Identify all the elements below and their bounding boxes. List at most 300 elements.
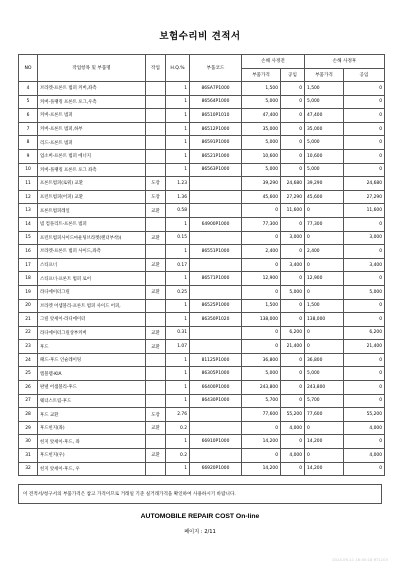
cell-code: 86SA7P1000 [190,82,242,96]
cell-code [190,340,242,354]
cell-no: 7 [19,122,38,136]
price-notice: 이 견적서/청구서의 부품가격은 참고 가격이므로 거래일 기준 실거래가격을 확인하여 사용하시기 바랍니다. [18,484,382,504]
cell-name: 업소버-프론트 범퍼 에너지 [38,149,146,163]
document-title: 보험수리비 견적서 [159,31,241,42]
cell-code: 86591P1000 [190,136,242,150]
cell-price-after: 36,800 [305,353,344,367]
cell-price-before: 2,400 [242,245,281,259]
cell-hq: 1 [166,367,190,381]
cell-no: 32 [19,462,38,476]
cell-code: 86512P1000 [190,122,242,136]
cell-name: 라디에이터그릴상부커버 [38,326,146,340]
table-row [19,421,385,435]
cell-labor-before: 27,290 [281,190,305,204]
cell-price-before: 5,700 [242,394,281,408]
table-row [19,353,385,367]
cell-labor-before: 0 [281,122,305,136]
cell-code: 86563P1000 [190,163,242,177]
table-row [19,204,385,218]
cell-labor-after: 3,400 [344,258,385,272]
cell-hq: 1 [166,122,190,136]
cell-price-after: 5,000 [305,95,344,109]
cell-work: 교환 [146,326,166,340]
cell-price-before: 77,300 [242,217,281,231]
cell-code [190,421,242,435]
cell-hq: 1.36 [166,190,190,204]
cell-work: 도장 [146,408,166,422]
cell-code [190,204,242,218]
cell-work [146,95,166,109]
cell-code: 86571P1000 [190,272,242,286]
cell-price-after: 243,800 [305,381,344,395]
table-row [19,462,385,476]
estimate-rows [19,82,385,476]
cell-labor-before: 0 [281,149,305,163]
cell-work [146,122,166,136]
cell-code: 66910P1000 [190,435,242,449]
page-number: 페이지 : 2/11 [184,529,216,535]
cell-labor-after: 0 [344,299,385,313]
cell-hq: 1 [166,462,190,476]
cell-work [146,82,166,96]
cell-labor-before: 21,400 [281,340,305,354]
cell-labor-after: 0 [344,313,385,327]
table-row [19,217,385,231]
cell-no: 9 [19,149,38,163]
table-row [19,109,385,123]
cell-price-after: 47,400 [305,109,344,123]
cell-work: 교환 [146,421,166,435]
cell-price-before: 10,600 [242,149,281,163]
cell-labor-before: 0 [281,353,305,367]
cell-hq: 1 [166,163,190,177]
cell-price-after: 5,000 [305,136,344,150]
cell-price-before: 36,800 [242,353,281,367]
cell-price-after: 77,600 [305,408,344,422]
cell-no: 11 [19,177,38,191]
cell-no: 17 [19,258,38,272]
cell-labor-before: 0 [281,217,305,231]
cell-name: 라디에이터그릴 [38,285,146,299]
table-row [19,122,385,136]
cell-name: 프론트범퍼(로워) 교환 [38,177,146,191]
cell-labor-before: 0 [281,313,305,327]
cell-work [146,462,166,476]
cell-labor-after: 0 [344,367,385,381]
cell-labor-before: 0 [281,381,305,395]
cell-labor-after: 0 [344,394,385,408]
cell-hq: 0.17 [166,258,190,272]
header-group-after: 손해 사정후 [305,55,385,69]
cell-price-before: 35,000 [242,122,281,136]
cell-code [190,258,242,272]
cell-labor-after: 0 [344,95,385,109]
cell-code [190,449,242,463]
cell-labor-after: 5,000 [344,285,385,299]
cell-code: 66400P1000 [190,381,242,395]
cell-labor-after: 0 [344,82,385,96]
cell-labor-before: 6,200 [281,326,305,340]
header-hq: H.Q.% [166,55,190,82]
cell-no: 19 [19,285,38,299]
header-row-1 [19,55,385,69]
cell-name: 후드힌지(좌) [38,421,146,435]
cell-labor-before: 0 [281,245,305,259]
header-work: 작업 [146,55,166,82]
cell-hq: 0.31 [166,326,190,340]
cell-price-after: 77,300 [305,217,344,231]
cell-code: 86510P1010 [190,109,242,123]
cell-price-before: 45,600 [242,190,281,204]
cell-code [190,326,242,340]
cell-no: 23 [19,340,38,354]
cell-name: 빔 컴플리트-프론트 범퍼 [38,217,146,231]
footer-title: AUTOMOBILE REPAIR COST On-line [140,513,260,520]
cell-price-after: 45,600 [305,190,344,204]
table-row [19,340,385,354]
cell-hq: 1 [166,381,190,395]
cell-labor-after: 0 [344,136,385,150]
cell-no: 20 [19,299,38,313]
cell-hq: 0.25 [166,285,190,299]
table-row [19,449,385,463]
cell-name: 커버-플랭킹 프론트 포그 좌측 [38,163,146,177]
cell-labor-after: 0 [344,272,385,286]
cell-price-after: 10,600 [305,149,344,163]
cell-code [190,177,242,191]
cell-hq: 1 [166,299,190,313]
cell-name: 스티프너-프론트 범퍼 로어 [38,272,146,286]
cell-name: 브라켓 어셈블리-프론트 범퍼 사이드 어퍼, [38,299,146,313]
cell-labor-after: 0 [344,217,385,231]
cell-hq: 1 [166,313,190,327]
table-row [19,367,385,381]
cell-labor-before: 0 [281,95,305,109]
cell-price-after: 0 [305,258,344,272]
cell-code [190,408,242,422]
header-labor-after: 공임 [344,68,385,82]
cell-work [146,272,166,286]
cell-price-before: 14,200 [242,435,281,449]
cell-work [146,299,166,313]
cell-hq: 0.58 [166,204,190,218]
cell-labor-after: 0 [344,462,385,476]
cell-price-before: 138,000 [242,313,281,327]
cell-hq: 1 [166,217,190,231]
cell-labor-before: 3,000 [281,231,305,245]
cell-price-before: 0 [242,285,281,299]
cell-price-after: 1,500 [305,299,344,313]
cell-code [190,285,242,299]
cell-no: 21 [19,313,38,327]
cell-name: 커버-플랭킹 프론트 포그,우측 [38,95,146,109]
cell-no: 16 [19,245,38,259]
cell-name: 패드-후드 인슐레이팅 [38,353,146,367]
cell-price-after: 12,900 [305,272,344,286]
cell-code: 86521P1000 [190,149,242,163]
table-row [19,285,385,299]
table-row [19,408,385,422]
cell-price-before: 0 [242,449,281,463]
cell-price-before: 47,400 [242,109,281,123]
cell-code: 86551P1000 [190,245,242,259]
header-labor-before: 공임 [281,68,305,82]
cell-labor-after: 55,200 [344,408,385,422]
cell-code: 86564P1000 [190,95,242,109]
cell-labor-before: 0 [281,367,305,381]
cell-hq: 1 [166,109,190,123]
cell-no: 13 [19,204,38,218]
header-name: 작업항목 및 부품명 [38,55,146,82]
cell-name: 판넬 어셈블리-후드 [38,381,146,395]
table-row [19,95,385,109]
cell-hq: 1 [166,272,190,286]
cell-work [146,394,166,408]
cell-price-after: 5,000 [305,367,344,381]
cell-work [146,217,166,231]
cell-name: 후드힌지(우) [38,449,146,463]
header-code: 부품코드 [190,55,242,82]
cell-no: 12 [19,190,38,204]
cell-hq: 0.15 [166,231,190,245]
table-row [19,231,385,245]
cell-price-after: 35,000 [305,122,344,136]
cell-name: 브라켓-프론트 범퍼 사이드,좌측 [38,245,146,259]
cell-code [190,231,242,245]
table-row [19,190,385,204]
cell-name: 커버-프론트 범퍼 [38,109,146,123]
table-row [19,149,385,163]
cell-labor-after: 0 [344,353,385,367]
cell-work: 교환 [146,285,166,299]
cell-name: 프런트범퍼사이드마운팅브라켓(랜더부착)( [38,231,146,245]
cell-name: 스티프너 [38,258,146,272]
cell-no: 24 [19,353,38,367]
header-no: NO [19,55,38,82]
cell-work: 도장 [146,177,166,191]
cell-no: 29 [19,421,38,435]
cell-price-before: 243,800 [242,381,281,395]
cell-no: 22 [19,326,38,340]
cell-price-before: 5,000 [242,136,281,150]
cell-code: 81125P1000 [190,353,242,367]
cell-price-after: 5,000 [305,163,344,177]
cell-work: 교환 [146,258,166,272]
cell-no: 6 [19,109,38,123]
table-row [19,326,385,340]
cell-price-before: 0 [242,204,281,218]
cell-work [146,163,166,177]
cell-hq: 1 [166,435,190,449]
cell-name: 리드-프론트 범퍼 [38,136,146,150]
estimate-table [18,54,385,476]
cell-name: 커버-프론트 범퍼,하부 [38,122,146,136]
cell-work [146,136,166,150]
cell-name: 엠블렘-KIA [38,367,146,381]
cell-price-after: 0 [305,285,344,299]
cell-hq: 1 [166,95,190,109]
cell-name: 그릴 앗세이-라디에이터 [38,313,146,327]
cell-hq: 1.07 [166,340,190,354]
cell-labor-before: 0 [281,435,305,449]
cell-work [146,245,166,259]
cell-hq: 0.2 [166,449,190,463]
cell-price-before: 0 [242,340,281,354]
cell-labor-before: 55,200 [281,408,305,422]
cell-hq: 2.76 [166,408,190,422]
table-row [19,435,385,449]
cell-work [146,353,166,367]
cell-labor-after: 0 [344,435,385,449]
cell-hq: 1 [166,136,190,150]
cell-no: 10 [19,163,38,177]
cell-name: 프론트범퍼레일 [38,204,146,218]
cell-price-before: 1,500 [242,82,281,96]
cell-price-before: 77,600 [242,408,281,422]
cell-no: 8 [19,136,38,150]
cell-code: 66920P1000 [190,462,242,476]
cell-name: 힌지 앗세이-후드, 우 [38,462,146,476]
cell-code: 86430P1000 [190,394,242,408]
cell-no: 31 [19,449,38,463]
table-row [19,381,385,395]
cell-price-after: 14,200 [305,435,344,449]
cell-name: 힌지 앗세이-후드, 좌 [38,435,146,449]
cell-price-after: 0 [305,326,344,340]
table-row [19,272,385,286]
cell-labor-before: 4,000 [281,449,305,463]
table-row [19,163,385,177]
cell-name: 웨더스트립-후드 [38,394,146,408]
cell-labor-after: 0 [344,245,385,259]
cell-labor-before: 0 [281,272,305,286]
cell-labor-after: 4,000 [344,421,385,435]
cell-work: 교환 [146,231,166,245]
cell-labor-before: 0 [281,299,305,313]
cell-labor-before: 0 [281,163,305,177]
print-timestamp: 2024-09-11 16:45:18 RT1103 [332,557,388,562]
cell-labor-before: 5,000 [281,285,305,299]
cell-code: 86350P1020 [190,313,242,327]
cell-code [190,190,242,204]
cell-labor-after: 0 [344,149,385,163]
cell-price-after: 1,500 [305,82,344,96]
cell-work [146,109,166,123]
cell-labor-before: 0 [281,82,305,96]
table-row [19,394,385,408]
cell-price-after: 2,400 [305,245,344,259]
cell-hq: 1 [166,394,190,408]
cell-price-before: 0 [242,326,281,340]
cell-work: 교환 [146,340,166,354]
cell-work: 교환 [146,204,166,218]
cell-no: 28 [19,408,38,422]
cell-name: 브라켓-프론트 범퍼 커버,좌측 [38,82,146,96]
table-row [19,82,385,96]
cell-price-after: 0 [305,340,344,354]
cell-work [146,435,166,449]
cell-labor-before: 0 [281,136,305,150]
cell-price-after: 5,700 [305,394,344,408]
cell-price-after: 0 [305,204,344,218]
cell-code: 86305P1000 [190,367,242,381]
cell-price-before: 0 [242,231,281,245]
cell-labor-before: 4,000 [281,421,305,435]
cell-labor-after: 4,000 [344,449,385,463]
cell-price-after: 0 [305,421,344,435]
table-row [19,258,385,272]
header-price-before: 부품가격 [242,68,281,82]
header-group-before: 손해 사정전 [242,55,305,69]
cell-labor-before: 24,680 [281,177,305,191]
table-row [19,177,385,191]
cell-price-before: 0 [242,421,281,435]
cell-labor-before: 0 [281,394,305,408]
cell-code: 64900P1000 [190,217,242,231]
cell-labor-after: 24,680 [344,177,385,191]
table-row [19,245,385,259]
cell-hq: 0.2 [166,421,190,435]
cell-hq: 1.23 [166,177,190,191]
cell-price-before: 12,900 [242,272,281,286]
cell-work [146,149,166,163]
cell-price-after: 0 [305,231,344,245]
cell-price-before: 14,200 [242,462,281,476]
cell-work [146,313,166,327]
header-price-after: 부품가격 [305,68,344,82]
cell-no: 25 [19,367,38,381]
cell-labor-after: 6,200 [344,326,385,340]
cell-hq: 1 [166,149,190,163]
cell-work: 교환 [146,449,166,463]
cell-no: 4 [19,82,38,96]
cell-name: 후드 [38,340,146,354]
cell-hq: 1 [166,245,190,259]
cell-price-after: 14,200 [305,462,344,476]
cell-price-after: 0 [305,449,344,463]
cell-labor-after: 0 [344,163,385,177]
cell-labor-before: 3,400 [281,258,305,272]
cell-price-after: 138,000 [305,313,344,327]
cell-labor-after: 3,000 [344,231,385,245]
cell-work: 도장 [146,190,166,204]
table-row [19,299,385,313]
cell-no: 5 [19,95,38,109]
cell-price-before: 5,000 [242,163,281,177]
cell-hq: 1 [166,353,190,367]
cell-labor-before: 11,600 [281,204,305,218]
table-row [19,313,385,327]
cell-labor-after: 0 [344,122,385,136]
cell-no: 14 [19,217,38,231]
cell-price-before: 1,500 [242,299,281,313]
cell-labor-after: 0 [344,381,385,395]
table-row [19,136,385,150]
cell-no: 18 [19,272,38,286]
cell-labor-after: 27,290 [344,190,385,204]
cell-price-before: 5,000 [242,95,281,109]
cell-name: 후드 교환 [38,408,146,422]
cell-price-before: 39,290 [242,177,281,191]
cell-labor-after: 21,400 [344,340,385,354]
cell-labor-after: 11,600 [344,204,385,218]
cell-price-before: 5,000 [242,367,281,381]
cell-work [146,367,166,381]
cell-labor-before: 0 [281,109,305,123]
cell-no: 15 [19,231,38,245]
cell-no: 30 [19,435,38,449]
cell-work [146,381,166,395]
